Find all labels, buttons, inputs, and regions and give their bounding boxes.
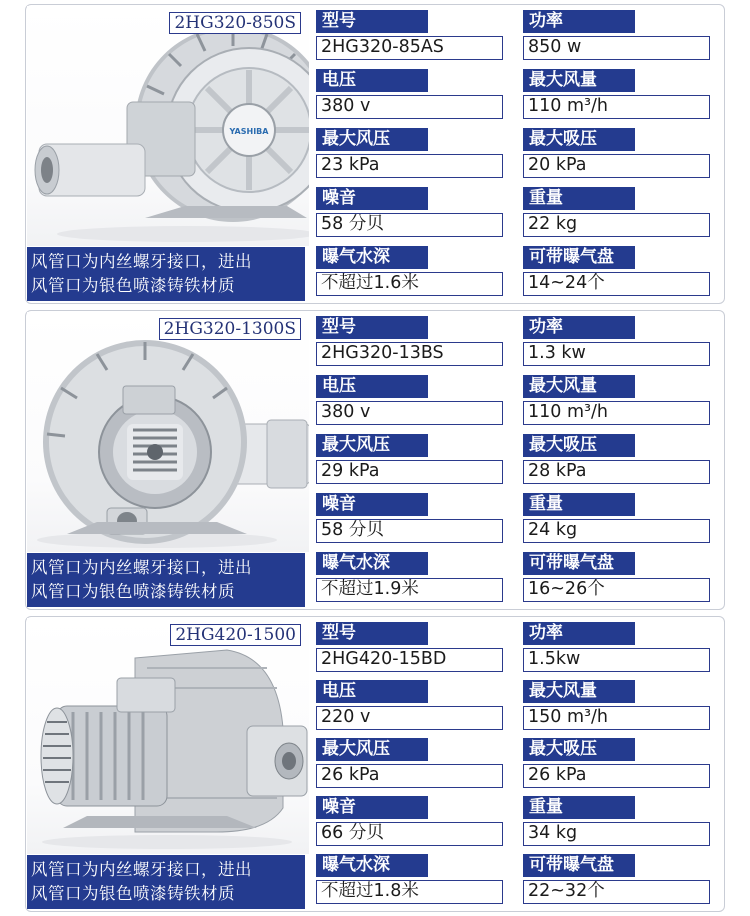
spec-value-depth: 不超过1.9米	[316, 578, 503, 602]
model-tag: 2HG320-850S	[169, 12, 301, 34]
product-card-3	[25, 616, 725, 912]
spec-value-weight: 22 kg	[523, 213, 710, 237]
product-photo-2	[27, 312, 309, 552]
spec-value-power: 1.3 kw	[523, 342, 710, 366]
spec-value-suction: 28 kPa	[523, 460, 710, 484]
spec-label-noise: 噪音	[316, 187, 428, 210]
caption-line-1: 风管口为内丝螺牙接口，进出	[31, 558, 252, 577]
spec-value-voltage: 380 v	[316, 401, 503, 425]
spec-label-noise: 噪音	[316, 493, 428, 516]
product-photo-1	[27, 6, 309, 246]
spec-value-model: 2HG320-85AS	[316, 36, 503, 60]
material-caption	[27, 247, 305, 301]
caption-line-1: 风管口为内丝螺牙接口，进出	[31, 860, 252, 879]
blower-logo: YASHIBA	[229, 127, 269, 136]
spec-value-pressure: 23 kPa	[316, 154, 503, 178]
caption-line-2: 风管口为银色喷漆铸铁材质	[31, 582, 235, 601]
spec-label-airflow: 最大风量	[523, 69, 635, 92]
spec-label-model: 型号	[316, 316, 428, 339]
spec-value-pressure: 29 kPa	[316, 460, 503, 484]
spec-value-suction: 20 kPa	[523, 154, 710, 178]
spec-value-discs: 14~24个	[523, 272, 710, 296]
blower-image	[27, 6, 309, 246]
spec-label-model: 型号	[316, 10, 428, 33]
spec-label-voltage: 电压	[316, 375, 428, 398]
spec-label-depth: 曝气水深	[316, 246, 428, 269]
spec-value-weight: 24 kg	[523, 519, 710, 543]
spec-label-weight: 重量	[523, 796, 635, 819]
spec-value-power: 1.5kw	[523, 648, 710, 672]
spec-value-airflow: 110 m³/h	[523, 95, 710, 119]
material-caption	[27, 855, 305, 909]
spec-value-weight: 34 kg	[523, 822, 710, 846]
caption-line-2: 风管口为银色喷漆铸铁材质	[31, 884, 235, 903]
spec-value-discs: 22~32个	[523, 880, 710, 904]
spec-value-power: 850 w	[523, 36, 710, 60]
spec-label-airflow: 最大风量	[523, 375, 635, 398]
caption-line-1: 风管口为内丝螺牙接口，进出	[31, 252, 252, 271]
spec-value-noise: 66 分贝	[316, 822, 503, 846]
spec-label-power: 功率	[523, 622, 635, 645]
spec-value-discs: 16~26个	[523, 578, 710, 602]
spec-value-voltage: 220 v	[316, 706, 503, 730]
spec-value-airflow: 110 m³/h	[523, 401, 710, 425]
model-tag: 2HG420-1500	[170, 624, 301, 646]
spec-label-model: 型号	[316, 622, 428, 645]
caption-line-2: 风管口为银色喷漆铸铁材质	[31, 276, 235, 295]
spec-label-airflow: 最大风量	[523, 680, 635, 703]
spec-label-suction: 最大吸压	[523, 738, 635, 761]
product-card-1	[25, 4, 725, 304]
product-photo-3	[27, 618, 309, 854]
spec-label-power: 功率	[523, 10, 635, 33]
spec-label-pressure: 最大风压	[316, 434, 428, 457]
spec-value-pressure: 26 kPa	[316, 764, 503, 788]
spec-value-depth: 不超过1.6米	[316, 272, 503, 296]
spec-value-noise: 58 分贝	[316, 213, 503, 237]
spec-label-voltage: 电压	[316, 680, 428, 703]
spec-label-noise: 噪音	[316, 796, 428, 819]
spec-value-voltage: 380 v	[316, 95, 503, 119]
product-card-2	[25, 310, 725, 610]
model-tag: 2HG320-1300S	[159, 318, 301, 340]
spec-label-discs: 可带曝气盘	[523, 854, 635, 877]
spec-label-power: 功率	[523, 316, 635, 339]
spec-label-discs: 可带曝气盘	[523, 552, 635, 575]
spec-value-model: 2HG320-13BS	[316, 342, 503, 366]
spec-label-depth: 曝气水深	[316, 552, 428, 575]
spec-label-weight: 重量	[523, 187, 635, 210]
spec-value-depth: 不超过1.8米	[316, 880, 503, 904]
spec-value-noise: 58 分贝	[316, 519, 503, 543]
spec-value-model: 2HG420-15BD	[316, 648, 503, 672]
spec-label-weight: 重量	[523, 493, 635, 516]
spec-label-depth: 曝气水深	[316, 854, 428, 877]
spec-label-voltage: 电压	[316, 69, 428, 92]
spec-label-pressure: 最大风压	[316, 738, 428, 761]
spec-label-suction: 最大吸压	[523, 434, 635, 457]
spec-label-discs: 可带曝气盘	[523, 246, 635, 269]
blower-image	[27, 618, 309, 854]
spec-label-pressure: 最大风压	[316, 128, 428, 151]
spec-label-suction: 最大吸压	[523, 128, 635, 151]
blower-image	[27, 312, 309, 552]
spec-value-airflow: 150 m³/h	[523, 706, 710, 730]
spec-value-suction: 26 kPa	[523, 764, 710, 788]
material-caption	[27, 553, 305, 607]
